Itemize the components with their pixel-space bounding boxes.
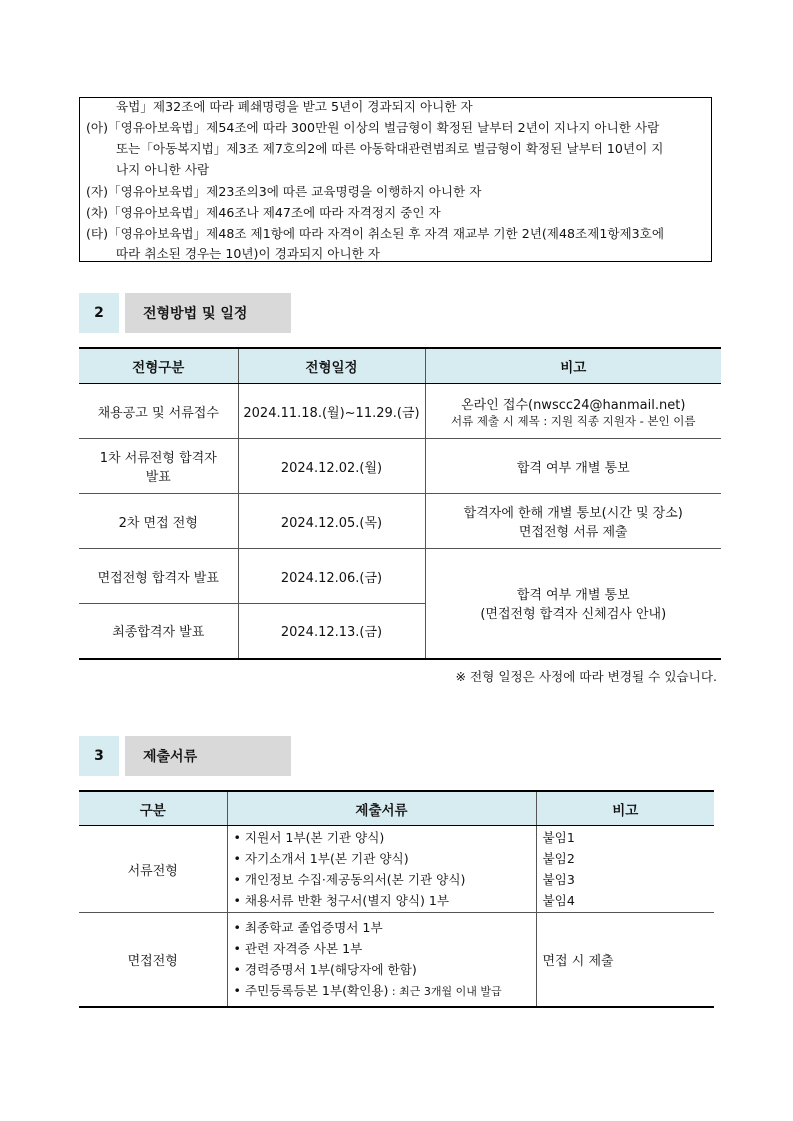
category-cell: 면접전형 [79, 913, 227, 1007]
section-title: 전형방법 및 일정 [125, 293, 291, 333]
column-header: 구분 [79, 791, 227, 826]
section-number: 3 [79, 736, 119, 776]
table-row [79, 549, 721, 604]
column-header: 비고 [425, 348, 721, 384]
stage-line: 발표 [145, 470, 171, 485]
list-item-text: • 주민등록등본 1부(확인용) [233, 982, 389, 998]
column-header: 비고 [536, 791, 714, 826]
note-cell [425, 549, 721, 659]
table-row [79, 826, 714, 913]
eligibility-line: 나지 아니한 사람 [116, 162, 210, 177]
eligibility-line: 육법」제32조에 따라 폐쇄명령을 받고 5년이 경과되지 아니한 자 [116, 99, 473, 114]
date-cell: 2024.12.13.(금) [238, 604, 425, 659]
column-header: 제출서류 [227, 791, 536, 826]
attachment-label: 붙임1 [542, 830, 575, 845]
note-cell: 합격 여부 개별 통보 [425, 439, 721, 494]
section-number: 2 [79, 293, 119, 333]
schedule-footnote: ※ 전형 일정은 사정에 따라 변경될 수 있습니다. [455, 669, 717, 684]
table-row [79, 494, 721, 549]
date-cell: 2024.12.05.(목) [238, 494, 425, 549]
stage-cell: 면접전형 합격자 발표 [79, 549, 238, 604]
column-header: 전형일정 [238, 348, 425, 384]
table-header-row [79, 348, 721, 384]
date-cell: 2024.12.06.(금) [238, 549, 425, 604]
list-item [234, 980, 535, 1002]
list-item: • 지원서 1부(본 기관 양식) [233, 830, 385, 845]
documents-cell [227, 826, 536, 913]
schedule-table [79, 347, 721, 660]
column-header: 전형구분 [79, 348, 238, 384]
note-line: 면접전형 서류 제출 [518, 525, 628, 540]
attachment-label: 붙임2 [542, 851, 575, 866]
list-item: • 자기소개서 1부(본 기관 양식) [233, 851, 409, 866]
table-header-row [79, 791, 714, 826]
list-item: • 관련 자격증 사본 1부 [233, 940, 363, 956]
note-cell [425, 494, 721, 549]
stage-cell: 최종합격자 발표 [79, 604, 238, 659]
list-item: • 개인정보 수집·제공동의서(본 기관 양식) [233, 872, 466, 887]
eligibility-line: (자)「영유아보육법」제23조의3에 따른 교육명령을 이행하지 아니한 자 [86, 184, 482, 199]
stage-cell [79, 439, 238, 494]
eligibility-line: 따라 취소된 경우는 10년)이 경과되지 아니한 자 [116, 246, 380, 261]
eligibility-line: 또는「아동복지법」제3조 제7호의2에 따른 아동학대관련범죄로 벌금형이 확정된 날부터 10년이 지 [116, 141, 664, 156]
note-line: 합격자에 한해 개별 통보(시간 및 장소) [463, 506, 683, 521]
date-cell: 2024.12.02.(월) [238, 439, 425, 494]
documents-table [79, 790, 714, 1008]
stage-line: 1차 서류전형 합격자 [99, 451, 217, 466]
list-item-suffix: : 최근 3개월 이내 발급 [388, 984, 502, 998]
table-row [79, 913, 714, 1007]
eligibility-line: (차)「영유아보육법」제46조나 제47조에 따라 자격정지 중인 자 [86, 205, 441, 220]
note-cell [536, 826, 714, 913]
eligibility-box [79, 97, 712, 262]
note-line: 서류 제출 시 제목 : 지원 직종 지원자 - 본인 이름 [450, 413, 696, 428]
section-title: 제출서류 [125, 736, 291, 776]
category-cell: 서류전형 [79, 826, 227, 913]
list-item: • 채용서류 반환 청구서(별지 양식) 1부 [233, 893, 450, 908]
eligibility-line: (아)「영유아보육법」제54조에 따라 300만원 이상의 벌금형이 확정된 날부터 2년이 지나지 아니한 사람 [86, 120, 660, 135]
table-row [79, 439, 721, 494]
attachment-label: 붙임4 [542, 893, 575, 908]
eligibility-line: (타)「영유아보육법」제48조 제1항에 따라 자격이 취소된 후 자격 재교부 기한 2년(제48조제1항제3호에 [86, 226, 665, 241]
documents-cell [227, 913, 536, 1007]
stage-cell: 채용공고 및 서류접수 [79, 384, 238, 439]
date-cell: 2024.11.18.(월)~11.29.(금) [238, 384, 425, 439]
stage-cell: 2차 면접 전형 [79, 494, 238, 549]
note-cell [425, 384, 721, 439]
list-item: • 경력증명서 1부(해당자에 한함) [233, 961, 417, 977]
note-line: (면접전형 합격자 신체검사 안내) [480, 607, 667, 623]
table-row [79, 384, 721, 439]
note-line: 합격 여부 개별 통보 [516, 588, 630, 604]
list-item: • 최종학교 졸업증명서 1부 [233, 919, 383, 935]
note-cell: 면접 시 제출 [536, 913, 714, 1007]
note-line: 온라인 접수(nwscc24@hanmail.net) [461, 397, 686, 413]
attachment-label: 붙임3 [542, 872, 575, 887]
